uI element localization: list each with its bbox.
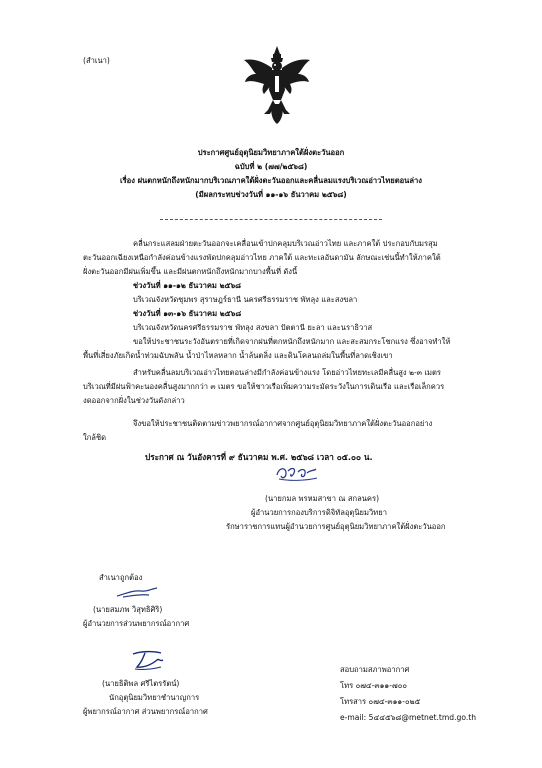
body-paragraph-line: สำหรับคลื่นลมบริเวณอ่าวไทยตอนล่างมีกำลังค่อนข้างแรง โดยอ่าวไทยทะเลมีคลื่นสูง ๒-๓ เมตร xyxy=(133,368,441,377)
body-paragraph-line: ใกล้ชิด xyxy=(83,433,107,442)
certifier-position: ผู้อำนวยการส่วนพยากรณ์อากาศ xyxy=(83,619,190,628)
title-divider xyxy=(160,219,382,220)
announcement-title: ประกาศศูนย์อุตุนิยมวิทยาภาคใต้ฝั่งตะวันออก xyxy=(197,148,345,157)
forecaster-signature xyxy=(127,648,167,672)
body-paragraph-line: ขอให้ประชาชนระวังอันตรายที่เกิดจากฝนที่ตกหนักถึงหนักมาก และสะสมกระโชกแรง ซึ่งอาจทำให้ xyxy=(133,337,451,346)
contact-email: e-mail: 5๔๔๕๖๘@metnet.tmd.go.th xyxy=(340,713,477,722)
forecaster-name: (นายธิติพล ศรีไตรรัตน์) xyxy=(102,679,180,688)
certified-copy-label: สำเนาถูกต้อง xyxy=(99,573,143,582)
period-1-label: ช่วงวันที่ ๑๑-๑๒ ธันวาคม ๒๕๖๘ xyxy=(133,281,242,290)
period-2-areas: บริเวณจังหวัดนครศรีธรรมราช พัทลุง สงขลา ปัตตานี ยะลา และนราธิวาส xyxy=(133,323,373,332)
forecaster-position-2: ผู้พยากรณ์อากาศ ส่วนพยากรณ์อากาศ xyxy=(83,707,208,716)
certifier-name: (นายสมภพ วิสุทธิศิริ) xyxy=(93,605,163,614)
copy-label: (สำเนา) xyxy=(83,56,110,65)
period-1-areas: บริเวณจังหวัดชุมพร สุราษฎร์ธานี นครศรีธรรมราช พัทลุง และสงขลา xyxy=(133,295,358,304)
contact-phone: โทร ๐๗๔-๓๑๑-๗๐๐ xyxy=(340,681,407,690)
period-2-label: ช่วงวันที่ ๑๓-๑๖ ธันวาคม ๒๕๖๘ xyxy=(133,309,242,318)
announcement-period: (มีผลกระทบช่วงวันที่ ๑๑-๑๖ ธันวาคม ๒๕๖๘) xyxy=(195,190,347,199)
main-signatory-name: (นายกมล พรหมสาขา ณ สกลนคร) xyxy=(265,494,380,503)
announcement-subject: เรื่อง ฝนตกหนักถึงหนักมากบริเวณภาคใต้ฝั่งตะวันออกและคลื่นลมแรงบริเวณอ่าวไทยตอนล่าง xyxy=(119,176,423,185)
body-paragraph-line: จึงขอให้ประชาชนติดตามข่าวพยากรณ์อากาศจากศูนย์อุตุนิยมวิทยาภาคใต้ฝั่งตะวันออกอย่าง xyxy=(133,419,433,428)
certifier-signature xyxy=(115,586,159,600)
main-signatory-position: ผู้อำนวยการกองบริการดิจิทัลอุตุนิยมวิทยา xyxy=(251,508,387,517)
main-signatory-acting: รักษาราชการแทนผู้อำนวยการศูนย์อุตุนิยมวิทยาภาคใต้ฝั่งตะวันออก xyxy=(226,522,446,531)
body-paragraph-line: ฝั่งตะวันออกมีฝนเพิ่มขึ้น และมีฝนตกหนักถึงหนักมากบางพื้นที่ ดังนี้ xyxy=(83,267,298,276)
body-paragraph-line: คลื่นกระแสลมฝ่ายตะวันออกจะเคลื่อนเข้าปกคลุมบริเวณอ่าวไทย และภาคใต้ ประกอบกับมรสุม xyxy=(133,239,438,248)
body-paragraph-line: บริเวณที่มีฝนฟ้าคะนองคลื่นสูงมากกว่า ๓ เมตร ขอให้ชาวเรือเพิ่มความระมัดระวังในการเดินเรือ และเรือเล็กควร xyxy=(83,382,445,391)
garuda-emblem-icon xyxy=(242,44,312,126)
body-paragraph-line: ตะวันออกเฉียงเหนือกำลังค่อนข้างแรงพัดปกคลุมอ่าวไทย ภาคใต้ และทะเลอันดามัน ลักษณะเช่นนี้ทำให้ภาคใต้ xyxy=(83,253,441,262)
announcement-date: ประกาศ ณ วันอังคารที่ ๙ ธันวาคม พ.ศ. ๒๕๖๘ เวลา ๐๕.๐๐ น. xyxy=(145,452,373,462)
contact-inquiry: สอบถามสภาพอากาศ xyxy=(340,665,410,674)
body-paragraph-line: พื้นที่เสี่ยงภัยเกิดน้ำท่วมฉับพลัน น้ำป่าไหลหลาก น้ำล้นตลิ่ง และดินโคลนถล่มในพื้นที่ลาดเชิงเขา xyxy=(83,351,393,360)
main-signature xyxy=(274,463,320,483)
contact-fax: โทรสาร ๐๗๔-๓๑๑-๐๒๕ xyxy=(340,697,421,706)
announcement-number: ฉบับที่ ๒ (๗๗/๒๕๖๘) xyxy=(234,162,308,171)
forecaster-position-1: นักอุตุนิยมวิทยาชำนาญการ xyxy=(109,693,200,702)
body-paragraph-line: งดออกจากฝั่งในช่วงวันดังกล่าว xyxy=(83,396,185,405)
